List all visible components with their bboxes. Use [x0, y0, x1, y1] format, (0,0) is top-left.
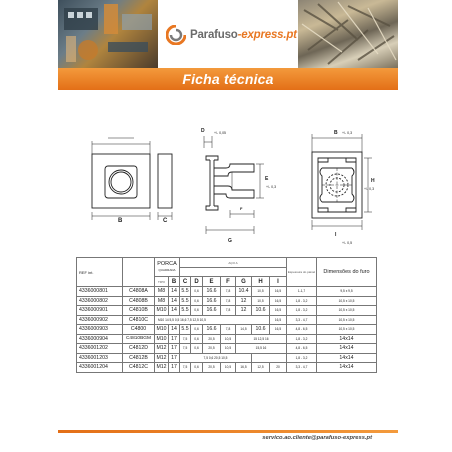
cage-view — [312, 152, 362, 218]
label-g: G — [228, 238, 232, 244]
header-aco: AÇO A — [180, 258, 287, 268]
header-col-h: H — [252, 277, 270, 287]
table-row: 4336001203 C4812B M12 17 7,5 0,6 20,5 10,5 1,8 - 3,2 14x14 — [77, 353, 377, 363]
front-view-square — [92, 154, 150, 208]
brand-name: Parafuso-express.pt — [190, 29, 297, 41]
table-row: 4336000802 C4808B M8 14 5.5 0,6 16.6 7,8 12 10,5 16,5 1,8 - 3,2 10,5 x 10,5 — [77, 296, 377, 306]
brand-logo — [166, 24, 297, 46]
header-dim-furo: Dimensões do furo — [317, 258, 377, 287]
label-e: E — [265, 176, 269, 182]
label-tol-i: +/- 0,5 — [342, 241, 353, 245]
header-col-c: C — [180, 277, 191, 287]
specs-table — [76, 257, 376, 373]
header-porca: PORCA QUADRADA — [155, 258, 180, 277]
label-tol-top: +/- 0,05 — [214, 131, 226, 135]
table-row: 4336001204 C4812C M12 17 7,5 0,6 20,5 10,5 16,5 12,5 20 3,3 - 4,7 14x14 — [77, 363, 377, 373]
profile-view — [206, 156, 254, 210]
label-c-side: C — [163, 218, 168, 224]
table-row: 4336001202 C4812D M12 17 7,5 0,6 20,5 10,5 15,5 16 4,8 - 6,5 14x14 — [77, 344, 377, 354]
header-spacer — [180, 268, 287, 277]
label-i: I — [335, 232, 337, 238]
table-row: 4336000904 C4810BGM M10 17 7,5 0,6 20,5 10,5 15 12,5 16 1,8 - 3,2 14x14 — [77, 334, 377, 344]
technical-drawing — [80, 122, 380, 250]
label-d: D — [201, 128, 205, 134]
header-col-e: E — [203, 277, 221, 287]
label-tol-h: +/- 0,3 — [364, 187, 375, 191]
side-view — [158, 154, 172, 208]
header-tipo: TIPO — [155, 277, 169, 287]
parafuso-logo-icon — [166, 25, 186, 45]
screws-photo — [298, 0, 398, 68]
label-b-right: B — [334, 130, 338, 136]
header-col-f: F — [221, 277, 236, 287]
label-h: H — [371, 178, 375, 184]
page-title: Ficha técnica — [182, 71, 274, 87]
header-espessura: Espessura do painel — [287, 258, 317, 287]
header-ref: REF int. — [77, 258, 123, 287]
header-col-d: D — [191, 277, 203, 287]
label-tol-b-right: +/- 0,3 — [342, 131, 353, 135]
table-row: 4336000902 C4810C M10 14 5,5 0,5 16,6 7,5 12,5 10,5 16,5 3,3 - 4,7 10,5 x 10,5 — [77, 315, 377, 325]
tools-photo — [58, 0, 158, 68]
header-code — [123, 258, 155, 287]
header-col-i: I — [270, 277, 287, 287]
title-bar — [58, 68, 398, 90]
front-view-inner — [105, 166, 137, 198]
table-row: 4336000801 C4808A M8 14 5.5 0,6 16.6 7,8 10.4 10,5 16,5 1-1,7 9,5 x 9,5 — [77, 287, 377, 297]
label-b-front: B — [118, 218, 123, 224]
label-tol-e: +/- 0,3 — [266, 185, 277, 189]
header-col-b: B — [169, 277, 180, 287]
table-row: 4336000903 C4800 M10 14 5.5 0,6 16.6 7,8 14,5 10.6 16,5 4,8 - 6,5 10,5 x 10,5 — [77, 325, 377, 335]
header-col-g: G — [236, 277, 252, 287]
label-f: F — [240, 206, 243, 211]
contact-email-link[interactable]: servico.ao.cliente@parafuso-express.pt — [262, 435, 372, 441]
footer — [58, 433, 398, 447]
table-row: 4336000901 C4810B M10 14 5.5 0,6 16.6 7,8 12 10.6 16,5 1,8 - 3,2 10,5 x 10,5 — [77, 306, 377, 316]
